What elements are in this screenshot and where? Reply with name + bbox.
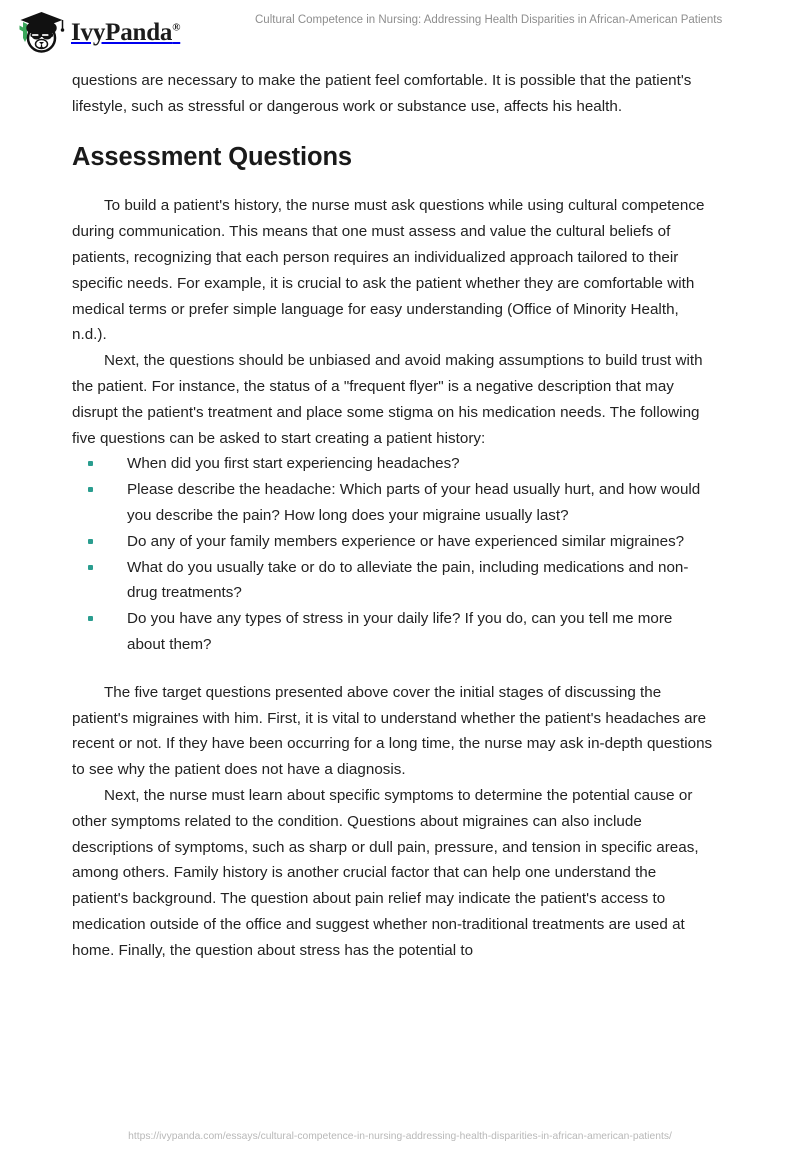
- brand-name: [71, 20, 180, 45]
- list-item: [72, 451, 713, 477]
- ivypanda-logo-link[interactable]: [14, 9, 180, 55]
- list-item-text: What do you usually take or do to alleviate the pain, including medications and non-drug treatments?: [127, 558, 689, 602]
- footer-source-url[interactable]: https://ivypanda.com/essays/cultural-competence-in-nursing-addressing-health-disparities-in-african-american-patients/: [128, 1131, 672, 1142]
- list-item-text: Do any of your family members experience or have experienced similar migraines?: [127, 532, 685, 550]
- list-item: [72, 555, 713, 607]
- bullet-icon: [88, 487, 93, 492]
- paragraph-2: Next, the questions should be unbiased and avoid making assumptions to build trust with the patient. For instance, the status of a "frequent flyer" is a negative description that may disrupt the patient's treatment and place some stigma on his medication needs. The following five questions can be asked to start creating a patient history:: [72, 352, 703, 447]
- list-item-text: When did you first start experiencing headaches?: [127, 455, 460, 473]
- brand-name-text: IvyPanda: [71, 18, 173, 46]
- assessment-question-list: [72, 451, 713, 657]
- paragraph-1: To build a patient's history, the nurse must ask questions while using cultural competence during communication. This means that one must assess and value the cultural beliefs of patients, recognizing that each person requires an individualized approach tailored to their specific needs. For example, it is crucial to ask the patient whether they are comfortable with medical terms or prefer simple language for easy understanding (Office of Minority Health, n.d.).: [72, 197, 705, 344]
- list-item: [72, 529, 713, 555]
- page-footer: [0, 1126, 800, 1144]
- registered-trademark-icon: ®: [172, 21, 181, 34]
- list-item: [72, 606, 713, 658]
- bullet-icon: [88, 616, 93, 621]
- bullet-icon: [88, 461, 93, 466]
- list-item-text: Do you have any types of stress in your daily life? If you do, can you tell me more about them?: [127, 610, 673, 654]
- document-title-header: Cultural Competence in Nursing: Addressing Health Disparities in African-American Patients: [255, 14, 723, 26]
- section-heading-assessment-questions: Assessment Questions: [72, 142, 353, 171]
- page-header: [0, 0, 800, 58]
- panda-graduate-logo-icon: [14, 9, 66, 55]
- paragraph-continued: questions are necessary to make the patient feel comfortable. It is possible that the patient's lifestyle, such as stressful or dangerous work or substance use, affects his health.: [72, 72, 692, 115]
- list-item-text: Please describe the headache: Which parts of your head usually hurt, and how would you describe the pain? How long does your migraine usually last?: [127, 481, 701, 525]
- paragraph-3: The five target questions presented above cover the initial stages of discussing the patient's migraines with him. First, it is vital to understand whether the patient's headaches are recent or not. If they have been occurring for a long time, the nurse may ask in-depth questions to see why the patient does not have a diagnosis.: [72, 683, 713, 779]
- list-item: [72, 477, 713, 529]
- paragraph-4: Next, the nurse must learn about specific symptoms to determine the potential cause or other symptoms related to the condition. Questions about migraines can also include descriptions of symptoms, such as sharp or dull pain, pressure, and tension in specific areas, among others. Family history is another crucial factor that can help one understand the patient's background. The question about pain relief may indicate the patient's access to medication outside of the office and suggest whether non-traditional treatments are used at home. Finally, the question about stress has the potential to: [72, 787, 699, 959]
- bullet-icon: [88, 565, 93, 570]
- document-body: [72, 68, 713, 964]
- bullet-icon: [88, 539, 93, 544]
